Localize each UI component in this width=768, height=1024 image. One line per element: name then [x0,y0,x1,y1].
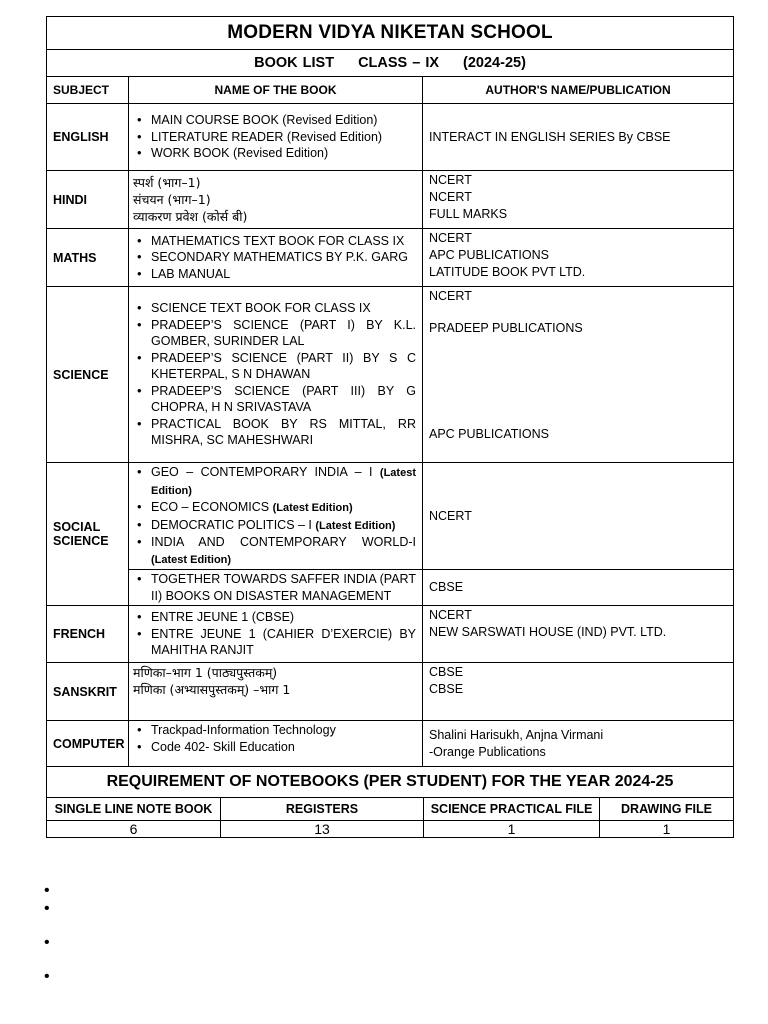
book-item: • ENTRE JEUNE 1 (CAHIER D’EXERCIE) BY MAHITHA RANJIT [133,626,416,659]
notebook-values-row [47,821,734,838]
books-hindi [129,171,423,229]
book-item: व्याकरण प्रवेश (कोर्स बी) [133,209,248,224]
school-name: MODERN VIDYA NIKETAN SCHOOL [47,17,734,50]
book-item: • ENTRE JEUNE 1 (CBSE) [133,609,416,626]
book-item: स्पर्श (भाग–1) [133,175,201,190]
row-maths [47,229,734,287]
subject-science: SCIENCE [47,287,129,463]
notebook-value: 1 [424,821,600,838]
row-social-science [47,463,734,570]
books-maths [129,229,423,287]
book-item: • MAIN COURSE BOOK (Revised Edition) [133,112,416,129]
row-french [47,606,734,663]
bullet-glyph: • [44,968,50,985]
authors-maths [423,229,734,287]
book-item: • SCIENCE TEXT BOOK FOR CLASS IX [133,300,416,317]
book-item: • Code 402- Skill Education [133,739,416,756]
header-author: AUTHOR'S NAME/PUBLICATION [423,77,734,104]
author-english: INTERACT IN ENGLISH SERIES By CBSE [423,104,734,171]
author-item: Shalini Harisukh, Anjna Virmani [429,727,604,742]
book-item: • LITERATURE READER (Revised Edition) [133,129,416,146]
author-item: CBSE [429,665,464,679]
authors-science [423,287,734,463]
author-disaster-management: CBSE [423,570,734,606]
book-list-heading [47,50,734,77]
row-science [47,287,734,463]
book-item: • PRADEEP’S SCIENCE (PART I) BY K.L. GOMBER, SURINDER LAL [133,317,416,350]
book-item: मणिका–भाग 1 (पाठ्यपुस्तकम्) [133,665,278,680]
author-item: -Orange Publications [429,744,546,759]
subject-hindi: HINDI [47,171,129,229]
author-item: NCERT [429,608,472,622]
row-hindi [47,171,734,229]
notebook-col-header: SCIENCE PRACTICAL FILE [424,798,600,821]
subject-maths: MATHS [47,229,129,287]
author-social-science: NCERT [423,463,734,570]
subject-line: SCIENCE [53,534,109,548]
notebook-table [46,797,734,838]
subject-english: ENGLISH [47,104,129,171]
book-item: संचयन (भाग–1) [133,192,211,207]
book-list-table [46,16,734,798]
books-computer [129,721,423,767]
author-item: PRADEEP PUBLICATIONS [429,321,583,335]
book-item: • ECO – ECONOMICS (Latest Edition) [133,499,416,517]
notebook-col-header: SINGLE LINE NOTE BOOK [47,798,221,821]
notebook-requirement-title: REQUIREMENT OF NOTEBOOKS (PER STUDENT) FOR THE YEAR 2024-25 [47,767,734,798]
subject-french: FRENCH [47,606,129,663]
authors-hindi [423,171,734,229]
subject-line: SOCIAL [53,520,101,534]
books-english [129,104,423,171]
notebook-col-header: DRAWING FILE [600,798,734,821]
book-item: • WORK BOOK (Revised Edition) [133,145,416,162]
book-item: • INDIA AND CONTEMPORARY WORLD-I (Latest Edition) [133,534,416,568]
book-item: • TOGETHER TOWARDS SAFFER INDIA (PART II) BOOKS ON DISASTER MANAGEMENT [133,571,416,604]
books-french [129,606,423,663]
class-label: CLASS – IX [358,55,440,71]
subject-social-science [47,463,129,606]
column-headers [47,77,734,104]
book-item: • DEMOCRATIC POLITICS – I (Latest Edition) [133,517,416,535]
notebook-col-header: REGISTERS [221,798,424,821]
book-item: • PRADEEP’S SCIENCE (PART III) BY G CHOPRA, H N SRIVASTAVA [133,383,416,416]
notebook-value: 6 [47,821,221,838]
row-computer [47,721,734,767]
author-item: NCERT [429,231,472,245]
book-item: • LAB MANUAL [133,266,416,283]
book-item: • SECONDARY MATHEMATICS BY P.K. GARG [133,249,416,266]
authors-sanskrit [423,663,734,721]
bullet-glyph: • [44,882,50,899]
row-social-science-extra [47,570,734,606]
notebook-value: 1 [600,821,734,838]
book-item: • Trackpad-Information Technology [133,722,416,739]
book-list-document [46,16,733,838]
author-item: NEW SARSWATI HOUSE (IND) PVT. LTD. [429,625,667,639]
row-english [47,104,734,171]
books-social-science [129,463,423,570]
author-item: NCERT [429,190,472,204]
header-book-name: NAME OF THE BOOK [129,77,423,104]
header-subject: SUBJECT [47,77,129,104]
book-item: मणिका (अभ्यासपुस्तकम्) –भाग 1 [133,682,291,697]
author-item: NCERT [429,289,472,303]
notebook-value: 13 [221,821,424,838]
session-year: (2024-25) [463,55,526,71]
row-sanskrit [47,663,734,721]
book-item: • MATHEMATICS TEXT BOOK FOR CLASS IX [133,233,416,250]
author-item: LATITUDE BOOK PVT LTD. [429,265,586,279]
subject-sanskrit: SANSKRIT [47,663,129,721]
subject-computer: COMPUTER [47,721,129,767]
authors-french [423,606,734,663]
authors-computer [423,721,734,767]
author-item: APC PUBLICATIONS [429,248,549,262]
books-disaster-management [129,570,423,606]
books-sanskrit [129,663,423,721]
author-item: APC PUBLICATIONS [429,427,549,441]
author-item: CBSE [429,682,464,696]
book-item: • PRADEEP’S SCIENCE (PART II) BY S C KHETERPAL, S N DHAWAN [133,350,416,383]
book-list-label: BOOK LIST [254,55,335,71]
book-item: • GEO – CONTEMPORARY INDIA – I (Latest Edition) [133,464,416,499]
author-item: NCERT [429,173,472,187]
bullet-glyph: • [44,900,50,917]
author-item: FULL MARKS [429,207,508,221]
books-science [129,287,423,463]
notebook-header-row [47,798,734,821]
bullet-glyph: • [44,934,50,951]
book-item: • PRACTICAL BOOK BY RS MITTAL, RR MISHRA, SC MAHESHWARI [133,416,416,449]
